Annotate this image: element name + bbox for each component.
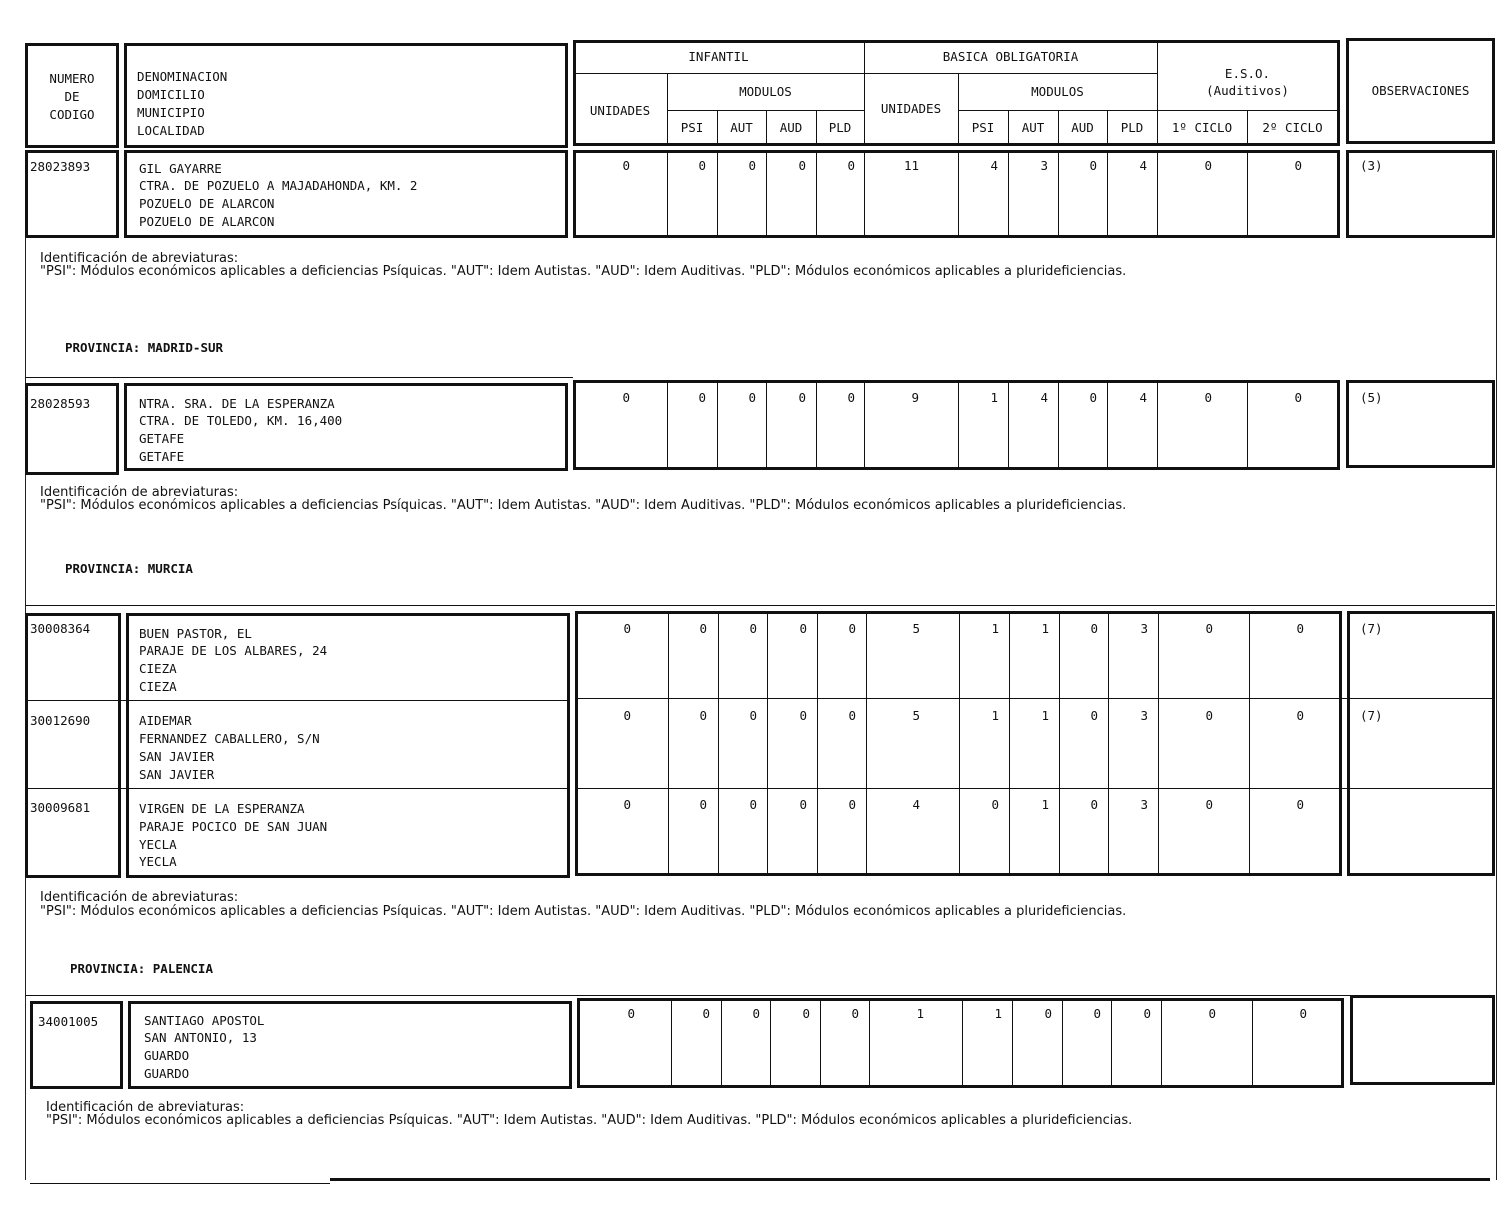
header-infantil: INFANTIL: [688, 49, 749, 64]
row-observacion: (5): [1360, 390, 1383, 405]
bas-unidades: 5: [912, 708, 920, 723]
row-code: 30012690: [30, 713, 91, 728]
province-heading: PROVINCIA: MADRID-SUR: [65, 340, 224, 355]
row-code: 28023893: [30, 159, 91, 174]
row-obs-box: [1350, 995, 1495, 1085]
inf-aud: 0: [799, 797, 807, 812]
inf-unidades: 0: [627, 1006, 635, 1021]
bas-unidades: 4: [912, 797, 920, 812]
inf-aut: 0: [748, 390, 756, 405]
eso-ciclo-2: 0: [1296, 621, 1304, 636]
bas-unidades: 1: [916, 1006, 924, 1021]
bas-unidades: 5: [912, 621, 920, 636]
bas-pld: 4: [1139, 158, 1147, 173]
eso-ciclo-1: 0: [1204, 390, 1212, 405]
header-bas-modulos: MODULOS: [1031, 84, 1084, 99]
row-domicilio: CTRA. DE TOLEDO, KM. 16,400: [139, 413, 343, 428]
header-name-line-1: DENOMINACION: [137, 69, 228, 84]
row-municipio: CIEZA: [139, 661, 177, 676]
header-eso-2: (Auditivos): [1206, 83, 1289, 98]
header-inf-psi: PSI: [680, 120, 704, 135]
abbreviations-text: "PSI": Módulos económicos aplicables a deficiencias Psíquicas. "AUT": Idem Autistas. "AUD": Idem Auditivas. "PLD": Módulos económicos aplicables a plurideficiencias.: [40, 498, 1127, 513]
row-localidad: SAN JAVIER: [139, 767, 215, 782]
header-basica: BASICA OBLIGATORIA: [942, 49, 1079, 64]
row-denominacion: VIRGEN DE LA ESPERANZA: [139, 801, 305, 816]
group-separator: [25, 605, 1495, 606]
inf-aut: 0: [749, 797, 757, 812]
inf-aud: 0: [799, 621, 807, 636]
row-localidad: YECLA: [139, 854, 177, 869]
inf-aut: 0: [752, 1006, 760, 1021]
bas-aut: 4: [1040, 390, 1048, 405]
bas-aut: 0: [1044, 1006, 1052, 1021]
abbreviations-text: "PSI": Módulos económicos aplicables a deficiencias Psíquicas. "AUT": Idem Autistas. "AUD": Idem Auditivas. "PLD": Módulos económicos aplicables a plurideficiencias.: [46, 1113, 1133, 1128]
eso-ciclo-2: 0: [1296, 797, 1304, 812]
inf-pld: 0: [848, 621, 856, 636]
bas-aut: 3: [1040, 158, 1048, 173]
inf-pld: 0: [847, 158, 855, 173]
eso-ciclo-2: 0: [1294, 390, 1302, 405]
inf-psi: 0: [699, 797, 707, 812]
header-name-line-2: DOMICILIO: [137, 87, 205, 102]
eso-ciclo-1: 0: [1205, 797, 1213, 812]
inf-aud: 0: [799, 708, 807, 723]
bas-aud: 0: [1093, 1006, 1101, 1021]
header-observaciones: OBSERVACIONES: [1371, 83, 1470, 98]
header-code-line-1: NUMERO: [49, 71, 95, 86]
header-name-line-3: MUNICIPIO: [137, 105, 205, 120]
header-ciclo-1: 1º CICLO: [1171, 120, 1233, 135]
bas-aut: 1: [1041, 621, 1049, 636]
header-inf-pld: PLD: [828, 120, 852, 135]
bas-aud: 0: [1089, 158, 1097, 173]
province-heading: PROVINCIA: MURCIA: [65, 561, 193, 576]
inf-aut: 0: [748, 158, 756, 173]
row-denominacion: SANTIAGO APOSTOL: [144, 1013, 265, 1028]
group-separator: [25, 377, 573, 378]
row-code: 30009681: [30, 800, 91, 815]
bas-aud: 0: [1090, 708, 1098, 723]
bas-pld: 3: [1140, 621, 1148, 636]
province-heading: PROVINCIA: PALENCIA: [70, 961, 213, 976]
eso-ciclo-2: 0: [1294, 158, 1302, 173]
eso-ciclo-1: 0: [1205, 621, 1213, 636]
row-denominacion: BUEN PASTOR, EL: [139, 626, 252, 641]
bas-aud: 0: [1090, 621, 1098, 636]
header-inf-aud: AUD: [779, 120, 803, 135]
header-inf-aut: AUT: [730, 120, 753, 135]
row-observacion: (7): [1360, 621, 1383, 636]
inf-psi: 0: [702, 1006, 710, 1021]
header-name-line-4: LOCALIDAD: [137, 123, 205, 138]
bas-aut: 1: [1041, 797, 1049, 812]
eso-ciclo-2: 0: [1296, 708, 1304, 723]
row-denominacion: AIDEMAR: [139, 713, 192, 728]
group-obs-box: [1347, 611, 1495, 876]
row-localidad: GETAFE: [139, 449, 185, 464]
row-code: 34001005: [38, 1014, 99, 1029]
header-eso-1: E.S.O.: [1224, 66, 1271, 81]
row-denominacion: GIL GAYARRE: [139, 161, 222, 176]
header-bas-aut: AUT: [1021, 120, 1045, 135]
bas-psi: 1: [991, 708, 999, 723]
inf-pld: 0: [848, 797, 856, 812]
row-code: 28028593: [30, 396, 91, 411]
group-separator: [25, 995, 1495, 996]
row-domicilio: CTRA. DE POZUELO A MAJADAHONDA, KM. 2: [139, 178, 418, 193]
eso-ciclo-2: 0: [1299, 1006, 1307, 1021]
page-bottom-rule: [330, 1178, 1490, 1181]
row-municipio: POZUELO DE ALARCON: [139, 196, 275, 211]
header-rule-1: [573, 73, 1158, 74]
bas-aut: 1: [1041, 708, 1049, 723]
row-municipio: GETAFE: [139, 431, 185, 446]
bas-pld: 0: [1143, 1006, 1151, 1021]
inf-aut: 0: [749, 621, 757, 636]
bas-aud: 0: [1090, 797, 1098, 812]
group-code-box: [25, 613, 121, 878]
inf-psi: 0: [698, 158, 706, 173]
row-localidad: POZUELO DE ALARCON: [139, 214, 275, 229]
bas-unidades: 11: [903, 158, 919, 173]
abbreviations-title: Identificación de abreviaturas:: [40, 890, 239, 905]
bas-psi: 1: [994, 1006, 1002, 1021]
header-inf-unidades: UNIDADES: [589, 103, 651, 118]
bas-unidades: 9: [911, 390, 919, 405]
inf-unidades: 0: [623, 621, 631, 636]
header-rule-3: [958, 110, 1338, 111]
header-bas-pld: PLD: [1120, 120, 1144, 135]
bas-pld: 3: [1140, 797, 1148, 812]
row-municipio: YECLA: [139, 837, 177, 852]
row-code: 30008364: [30, 621, 91, 636]
inf-psi: 0: [698, 390, 706, 405]
row-localidad: CIEZA: [139, 679, 177, 694]
header-bas-aud: AUD: [1071, 120, 1094, 135]
row-domicilio: SAN ANTONIO, 13: [144, 1030, 257, 1045]
inf-unidades: 0: [623, 708, 631, 723]
eso-ciclo-1: 0: [1205, 708, 1213, 723]
page-bottom-rule-left: [30, 1183, 330, 1184]
row-observacion: (7): [1360, 708, 1383, 723]
inf-unidades: 0: [623, 797, 631, 812]
inf-psi: 0: [699, 708, 707, 723]
row-municipio: GUARDO: [144, 1048, 190, 1063]
row-domicilio: FERNANDEZ CABALLERO, S/N: [139, 731, 320, 746]
row-domicilio: PARAJE POCICO DE SAN JUAN: [139, 819, 328, 834]
header-code-line-3: CODIGO: [49, 107, 95, 122]
inf-aut: 0: [749, 708, 757, 723]
row-municipio: SAN JAVIER: [139, 749, 215, 764]
row-denominacion: NTRA. SRA. DE LA ESPERANZA: [139, 396, 335, 411]
inf-pld: 0: [848, 708, 856, 723]
abbreviations-title: Identificación de abreviaturas:: [40, 485, 239, 500]
row-localidad: GUARDO: [144, 1066, 190, 1081]
bas-psi: 0: [991, 797, 999, 812]
inf-psi: 0: [699, 621, 707, 636]
abbreviations-title: Identificación de abreviaturas:: [46, 1100, 245, 1115]
inf-unidades: 0: [622, 390, 630, 405]
header-code-line-2: DE: [64, 89, 80, 104]
inf-aud: 0: [802, 1006, 810, 1021]
row-observacion: (3): [1360, 158, 1383, 173]
eso-ciclo-1: 0: [1204, 158, 1212, 173]
header-bas-unidades: UNIDADES: [880, 101, 942, 116]
inf-unidades: 0: [622, 158, 630, 173]
inf-aud: 0: [798, 158, 806, 173]
bas-psi: 1: [991, 621, 999, 636]
abbreviations-text: "PSI": Módulos económicos aplicables a deficiencias Psíquicas. "AUT": Idem Autistas. "AUD": Idem Auditivas. "PLD": Módulos económicos aplicables a plurideficiencias.: [40, 904, 1127, 919]
bas-pld: 3: [1140, 708, 1148, 723]
header-inf-modulos: MODULOS: [739, 84, 792, 99]
bas-psi: 4: [990, 158, 998, 173]
bas-aud: 0: [1089, 390, 1097, 405]
inf-pld: 0: [851, 1006, 859, 1021]
abbreviations-text: "PSI": Módulos económicos aplicables a deficiencias Psíquicas. "AUT": Idem Autistas. "AUD": Idem Auditivas. "PLD": Módulos económicos aplicables a plurideficiencias.: [40, 264, 1127, 279]
row-domicilio: PARAJE DE LOS ALBARES, 24: [139, 643, 328, 658]
bas-psi: 1: [990, 390, 998, 405]
abbreviations-title: Identificación de abreviaturas:: [40, 251, 239, 266]
header-ciclo-2: 2º CICLO: [1262, 120, 1323, 135]
bas-pld: 4: [1139, 390, 1147, 405]
inf-pld: 0: [847, 390, 855, 405]
header-bas-psi: PSI: [971, 120, 995, 135]
eso-ciclo-1: 0: [1208, 1006, 1216, 1021]
inf-aud: 0: [798, 390, 806, 405]
